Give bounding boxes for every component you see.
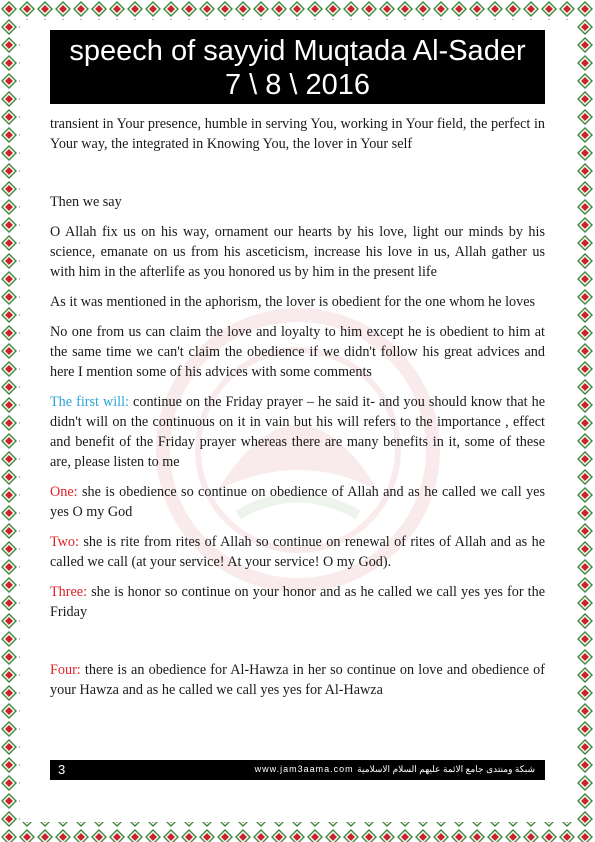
document-content: [50, 114, 545, 710]
paragraph-4: As it was mentioned in the aphorism, the lover is obedient for the one whom he loves: [50, 294, 536, 310]
paragraph-10: [50, 660, 545, 700]
first-will-text: continue on the Friday prayer – he said it- and you should know that he didn't will on the continuous on it in vain but his will refers to the importance , effect and benefit of the Friday prayer whereas there are many benefits in it, some of these are, please listen to me: [50, 394, 545, 470]
point-two-text: she is rite from rites of Allah so continue on renewal of rites of Allah and as he called we call (at your service! At your service! O my God).: [50, 534, 545, 570]
paragraph-8: [50, 532, 545, 572]
header-title: speech of sayyid Muqtada Al-Sader: [69, 35, 526, 67]
paragraph-3: O Allah fix us on his way, ornament our hearts by his love, light our minds by his science, emanate on us from his asceticism, increase his love in us, Allah gather us with him in the afterlife as you honored us by him in the present life: [50, 224, 545, 280]
page-footer: [50, 760, 545, 780]
paragraph-5: No one from us can claim the love and loyalty to him except he is obedient to him at the same time we can't claim the obedience if we didn't follow his great advices and here I mention some of his advices with some comments: [50, 324, 545, 380]
point-four-label: Four:: [50, 662, 81, 678]
paragraph-1: transient in Your presence, humble in serving You, working in Your field, the perfect in Your way, the integrated in Knowing You, the lover in Your self: [50, 116, 545, 152]
paragraph-2: Then we say: [50, 194, 122, 210]
point-three-text: she is honor so continue on your honor and as he called we call yes yes for the Friday: [50, 584, 545, 620]
point-four-text: there is an obedience for Al-Hawza in her so continue on love and obedience of your Hawza and as he called we call yes yes for Al-Hawza: [50, 662, 545, 698]
paragraph-9: [50, 582, 545, 622]
page-number: 3: [58, 762, 66, 777]
paragraph-7: [50, 482, 545, 522]
first-will-label: The first will:: [50, 394, 130, 410]
point-two-label: Two:: [50, 534, 79, 550]
paragraph-6: [50, 392, 545, 472]
point-three-label: Three:: [50, 584, 88, 600]
point-one-text: she is obedience so continue on obedience of Allah and as he called we call yes yes O my God: [50, 484, 545, 520]
point-one-label: One:: [50, 484, 78, 500]
header-date: 7 \ 8 \ 2016: [224, 69, 371, 101]
page-header: [50, 30, 545, 104]
footer-site-text: www.jam3aama.com شبكة ومنتدى جامع الائمة عليهم السلام الاسلامية: [254, 764, 535, 774]
